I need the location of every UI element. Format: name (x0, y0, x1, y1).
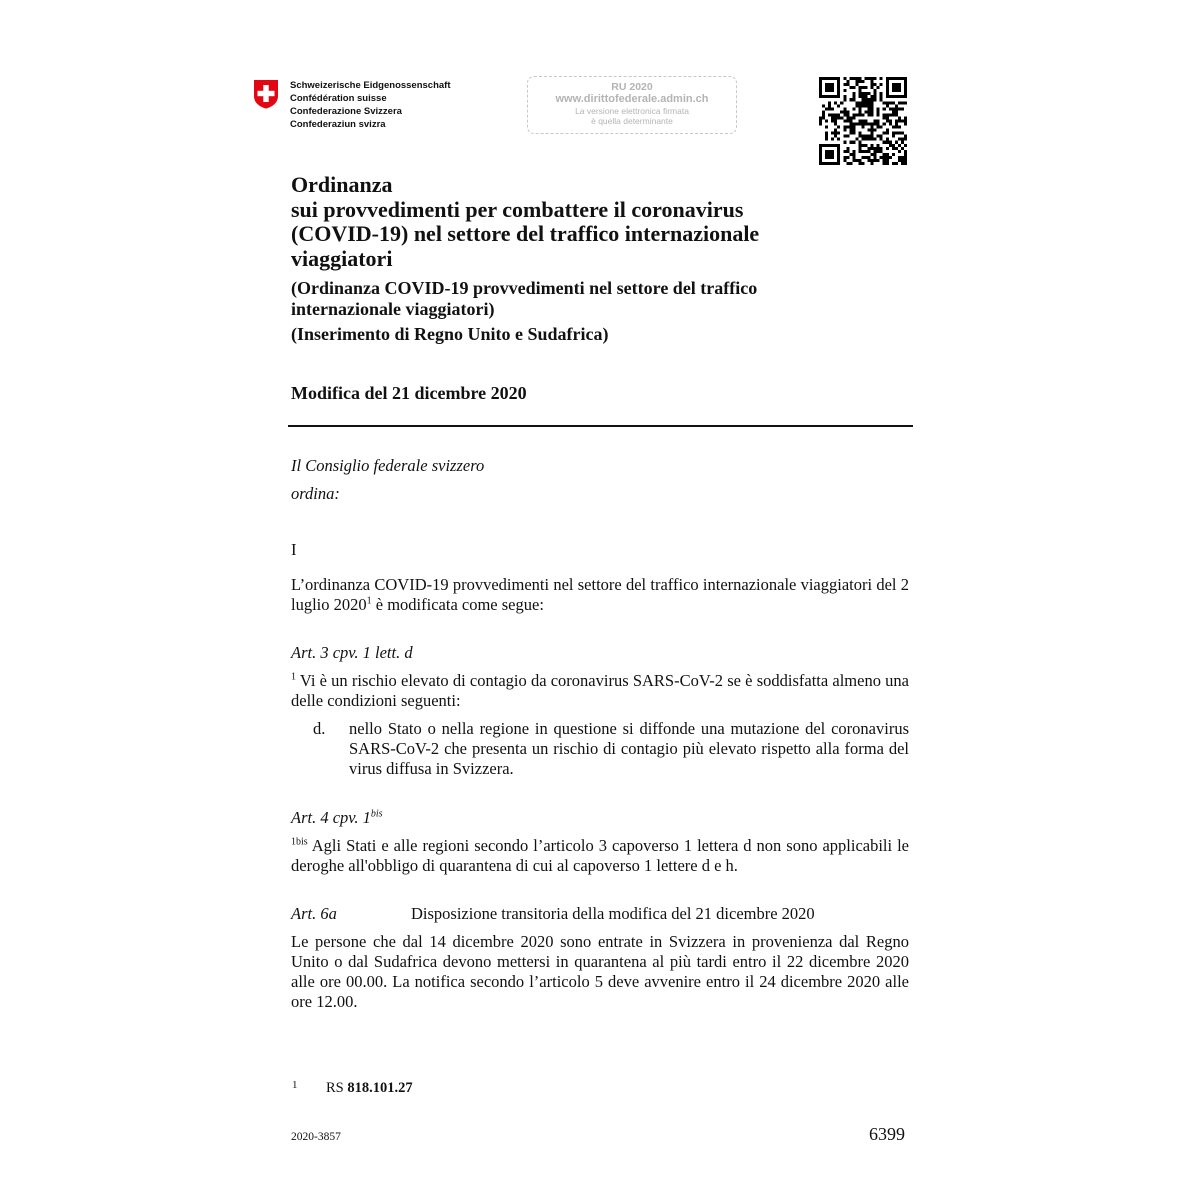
art3-letter-text: nello Stato o nella regione in questione si diffonde una mutazione del coronavirus SARS-CoV-2 che presenta un rischio di contagio più elevato rispetto alla forma del virus diffusa in Svizzera. (349, 719, 909, 778)
art6a-paragraph: Le persone che dal 14 dicembre 2020 sono entrate in Svizzera in provenienza dal Regno Unito o dal Sudafrica devono mettersi in quarantena al più tardi entro il 22 dicembre 2020 alle ore 00.00. La notifica secondo l’articolo 5 deve avvenire entro il 24 dicembre 2020 alle ore 12.00. (291, 932, 909, 1011)
footnote-text (326, 1080, 413, 1097)
amendment-date: Modifica del 21 dicembre 2020 (291, 383, 527, 403)
preamble-council: Il Consiglio federale svizzero (291, 456, 485, 475)
confederation-name (290, 79, 451, 131)
stamp-note-2: è quella determinante (591, 116, 673, 126)
art4-heading-sup: bis (370, 808, 383, 820)
art3-heading: Art. 3 cpv. 1 lett. d (291, 643, 413, 662)
confederation-line-de: Schweizerische Eidgenossenschaft (290, 80, 451, 91)
stamp-note-1: La versione elettronica firmata (575, 106, 689, 116)
art4-heading (291, 808, 383, 828)
preamble-orders: ordina: (291, 484, 340, 503)
title-line: sui provvedimenti per combattere il coronavirus (291, 196, 744, 222)
qr-code-icon[interactable] (819, 77, 907, 165)
confederation-line-it: Confederazione Svizzera (290, 106, 402, 117)
footnote-prefix: RS (326, 1080, 348, 1096)
title-line: (COVID-19) nel settore del traffico internazionale (291, 221, 760, 246)
title-line: Ordinanza (291, 172, 393, 197)
art3-paragraph (291, 671, 909, 711)
art6a-label: Art. 6a (291, 904, 337, 923)
art4-heading-main: Art. 4 cpv. 1 (291, 808, 371, 827)
art3-paragraph-text: Vi è un rischio elevato di contagio da coronavirus SARS-CoV-2 se è soddisfatta almeno una delle condizioni seguenti: (291, 671, 910, 710)
confederation-line-rm: Confederaziun svizra (290, 119, 386, 130)
insertion-note: (Inserimento di Regno Unito e Sudafrica) (291, 324, 609, 344)
swiss-cross-icon (253, 79, 279, 109)
art3-letter: d. (313, 719, 326, 738)
section-roman: I (291, 540, 297, 559)
art6a-title: Disposizione transitoria della modifica del 21 dicembre 2020 (411, 904, 815, 923)
footnote-reference[interactable]: 818.101.27 (347, 1080, 413, 1096)
page-number: 6399 (869, 1124, 905, 1144)
short-title-line: internazionale viaggiatori) (291, 299, 495, 319)
footnote-number: 1 (292, 1079, 298, 1091)
art4-paragraph (291, 836, 909, 876)
short-title (291, 278, 911, 320)
paragraph-number: 1bis (291, 836, 308, 848)
confederation-line-fr: Confédération suisse (290, 93, 387, 104)
short-title-line: (Ordinanza COVID-19 provvedimenti nel settore del traffico (291, 278, 758, 298)
footnote-ref[interactable]: 1 (366, 595, 372, 607)
stamp-collection: RU 2020 (611, 81, 653, 93)
paragraph-number: 1 (291, 671, 296, 683)
title-line: viaggiatori (291, 245, 393, 271)
intro-text-end: è modificata come segue: (371, 595, 544, 614)
page-title (291, 173, 911, 271)
stamp-website: www.dirittofederale.admin.ch (555, 93, 709, 105)
intro-paragraph (291, 575, 909, 615)
document-number: 2020-3857 (291, 1131, 341, 1143)
official-stamp (527, 76, 737, 134)
art4-paragraph-text: Agli Stati e alle regioni secondo l’articolo 3 capoverso 1 lettera d non sono applicabili le deroghe all'obbligo di quarantena di cui al capoverso 1 lettere d e h. (291, 836, 910, 875)
title-divider (288, 425, 913, 427)
intro-text: L’ordinanza COVID-19 provvedimenti nel settore del traffico internazionale viaggiatori del 2 luglio 2020 (291, 575, 909, 614)
